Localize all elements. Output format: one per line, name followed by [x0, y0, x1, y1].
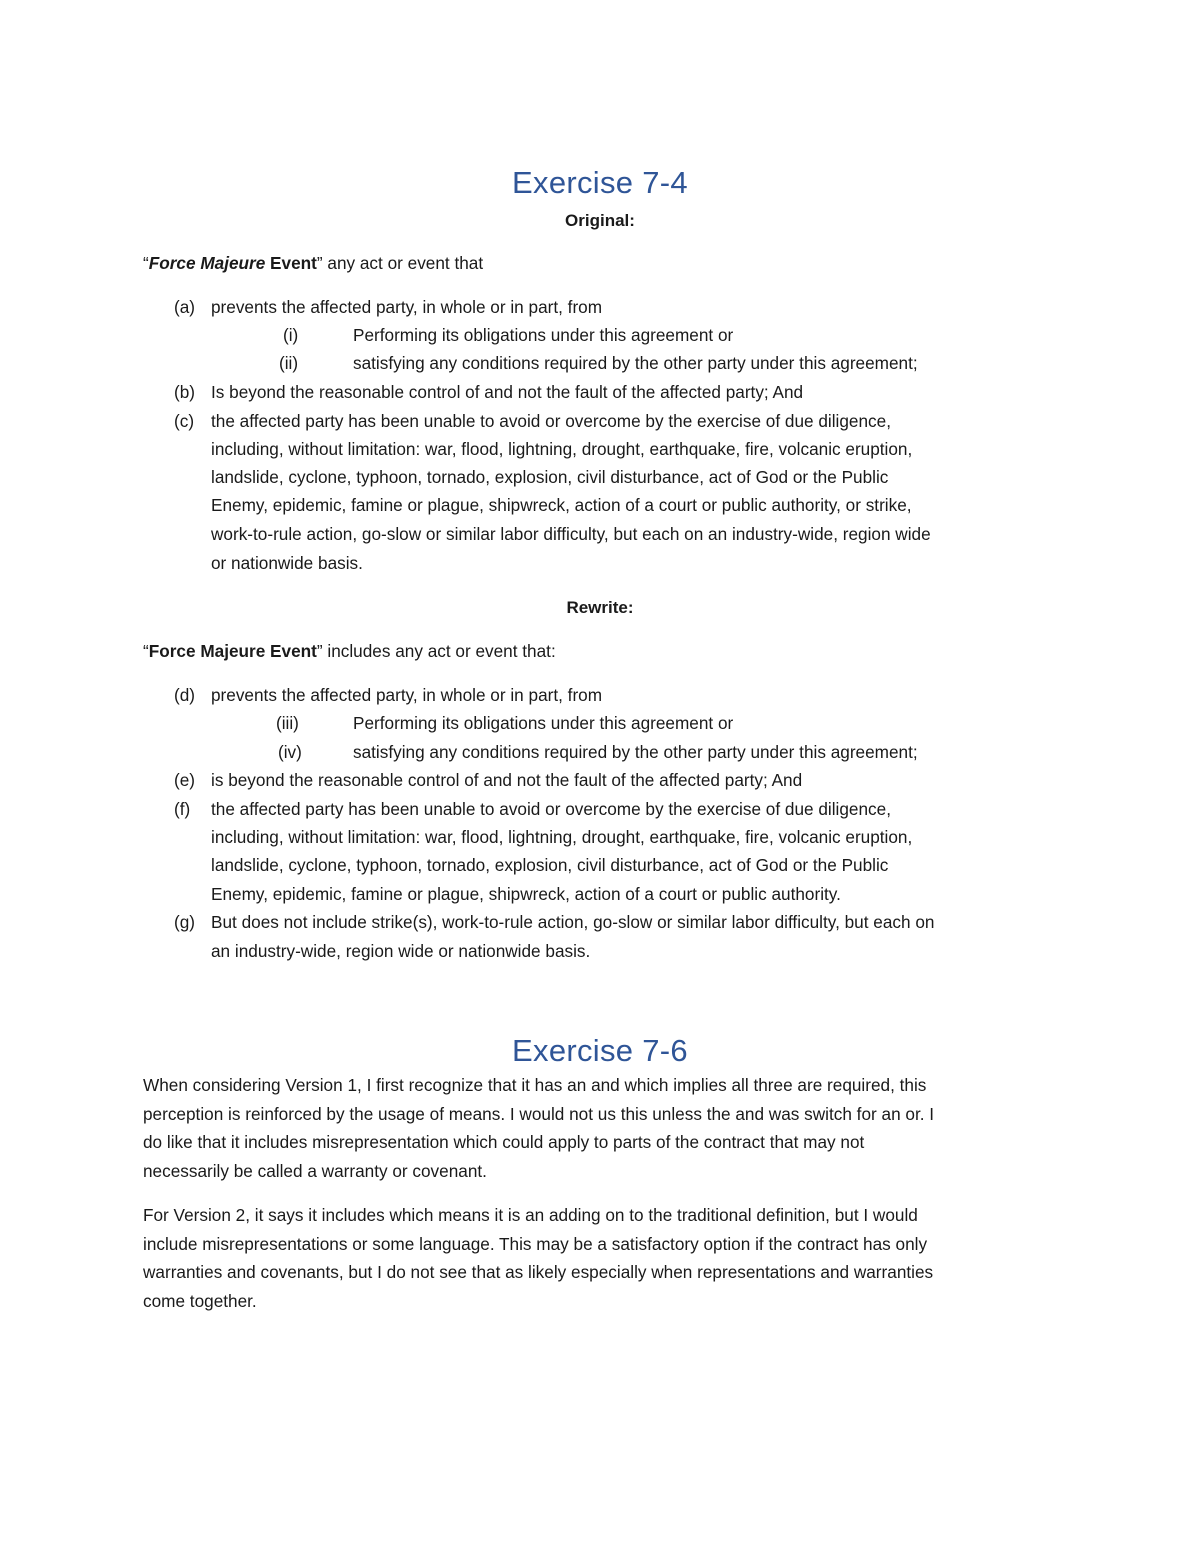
paragraph-line: For Version 2, it says it includes which means it is an adding on to the traditional definition, but I would — [143, 1205, 918, 1225]
list-item-text: But does not include strike(s), work-to-rule action, go-slow or similar labor difficulty, but each on — [211, 912, 935, 932]
list-item-text: Is beyond the reasonable control of and not the fault of the affected party; And — [211, 382, 804, 402]
sublist-item-text: Performing its obligations under this agreement or — [353, 713, 734, 733]
exercise-7-4-title: Exercise 7-4 — [512, 165, 688, 200]
paragraph-line: include misrepresentations or some language. This may be a satisfactory option if the contract has only — [143, 1234, 928, 1254]
list-label: (c) — [174, 411, 195, 431]
list-item-text: landslide, cyclone, typhoon, tornado, explosion, civil disturbance, act of God or the Public — [211, 855, 889, 875]
list-item-text: prevents the affected party, in whole or in part, from — [211, 297, 603, 317]
list-label: (f) — [174, 799, 191, 819]
list-item-text: an industry-wide, region wide or nationwide basis. — [211, 941, 591, 961]
sublist-item-text: satisfying any conditions required by the other party under this agreement; — [353, 353, 918, 373]
sublist-label: (i) — [283, 325, 299, 345]
paragraph-line: perception is reinforced by the usage of means. I would not us this unless the and was switch for an or. I — [143, 1104, 935, 1124]
rewrite-definition: “Force Majeure Event” includes any act or event that: — [143, 641, 556, 661]
original-subheading: Original: — [565, 211, 635, 230]
list-item-text: including, without limitation: war, flood, lightning, drought, earthquake, fire, volcanic eruption, — [211, 827, 913, 847]
rewrite-subheading: Rewrite: — [566, 598, 634, 617]
paragraph-line: do like that it includes misrepresentation which could apply to parts of the contract that may not — [143, 1132, 865, 1152]
list-label: (b) — [174, 382, 196, 402]
original-definition: “Force Majeure Event” any act or event that — [143, 253, 484, 273]
list-item-text: work-to-rule action, go-slow or similar labor difficulty, but each on an industry-wide, region wide — [211, 524, 931, 544]
list-item-text: including, without limitation: war, flood, lightning, drought, earthquake, fire, volcanic eruption, — [211, 439, 913, 459]
list-item-text: Enemy, epidemic, famine or plague, shipwreck, action of a court or public authority. — [211, 884, 841, 904]
list-label: (a) — [174, 297, 196, 317]
sublist-label: (ii) — [279, 353, 299, 373]
list-item-text: the affected party has been unable to avoid or overcome by the exercise of due diligence, — [211, 411, 891, 431]
list-item-text: landslide, cyclone, typhoon, tornado, explosion, civil disturbance, act of God or the Public — [211, 467, 889, 487]
paragraph-line: necessarily be called a warranty or covenant. — [143, 1161, 487, 1181]
paragraph-line: come together. — [143, 1291, 257, 1311]
list-item-text: Enemy, epidemic, famine or plague, shipwreck, action of a court or public authority, or strike, — [211, 495, 912, 515]
exercise-7-6-title: Exercise 7-6 — [512, 1033, 688, 1068]
sublist-item-text: Performing its obligations under this agreement or — [353, 325, 734, 345]
list-item-text: prevents the affected party, in whole or in part, from — [211, 685, 603, 705]
list-item-text: the affected party has been unable to avoid or overcome by the exercise of due diligence, — [211, 799, 891, 819]
list-label: (d) — [174, 685, 196, 705]
sublist-label: (iii) — [276, 713, 299, 733]
list-label: (e) — [174, 770, 196, 790]
list-item-text: is beyond the reasonable control of and not the fault of the affected party; And — [211, 770, 803, 790]
paragraph-line: warranties and covenants, but I do not see that as likely especially when representations and warranties — [143, 1262, 934, 1282]
list-item-text: or nationwide basis. — [211, 553, 363, 573]
paragraph-line: When considering Version 1, I first recognize that it has an and which implies all three are required, this — [143, 1075, 927, 1095]
sublist-item-text: satisfying any conditions required by the other party under this agreement; — [353, 742, 918, 762]
sublist-label: (iv) — [278, 742, 302, 762]
list-label: (g) — [174, 912, 196, 932]
